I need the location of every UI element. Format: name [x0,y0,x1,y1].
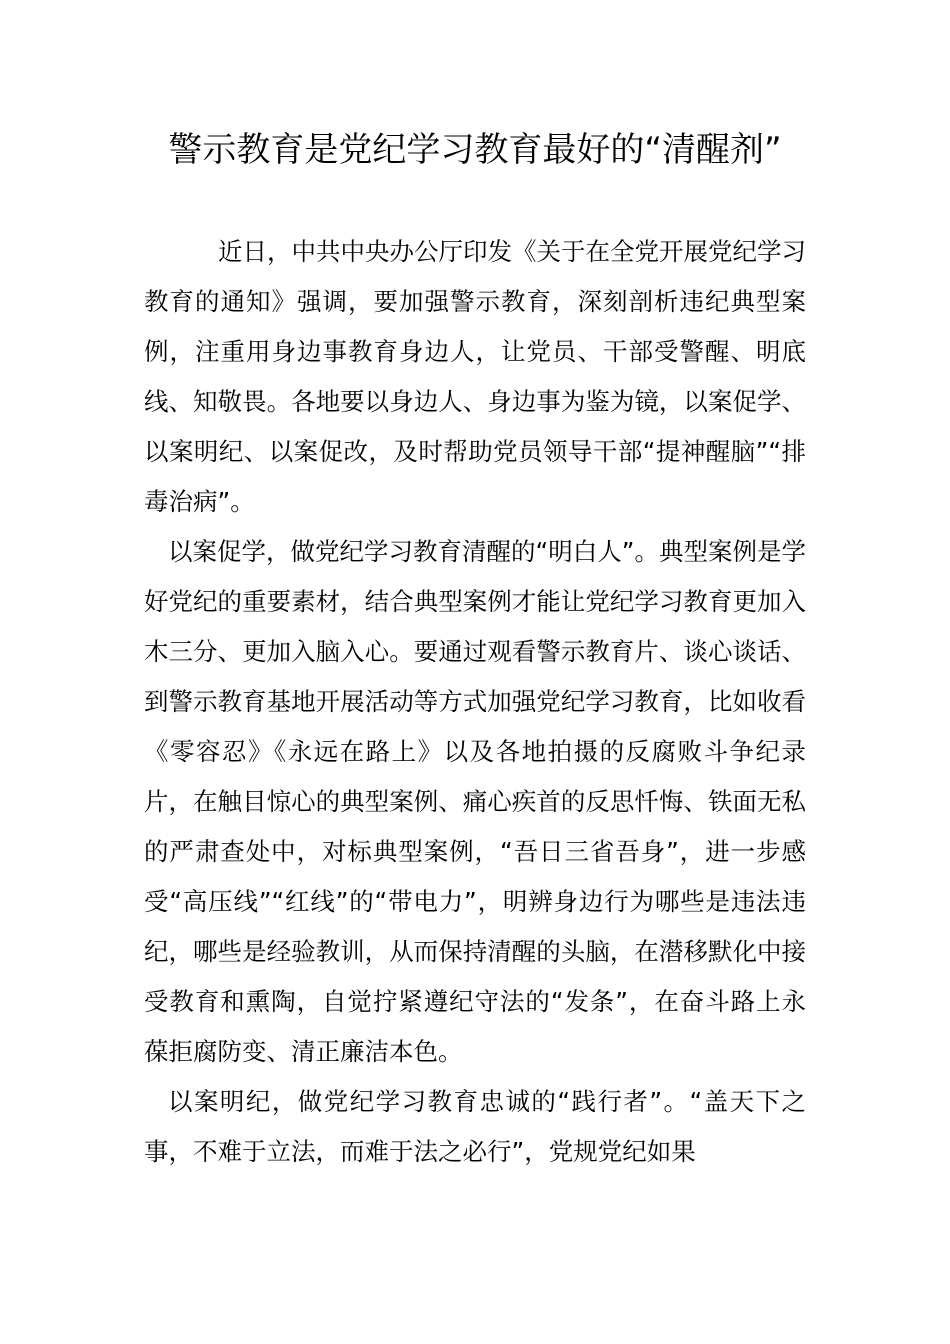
document-body [144,227,806,1177]
document-title: 警示教育是党纪学习教育最好的“清醒剂” [168,130,782,170]
paragraph-intro: 近日，中共中央办公厅印发《关于在全党开展党纪学习教育的通知》强调，要加强警示教育，深刻剖析违纪典型案例，注重用身边事教育身边人，让党员、干部受警醒、明底线、知敬畏。各地要以身边人、身边事为鉴为镜，以案促学、以案明纪、以案促改，及时帮助党员领导干部“提神醒脑”“排毒治病”。 [144,237,806,516]
paragraph-learn-by-case: 以案促学，做党纪学习教育清醒的“明白人”。典型案例是学好党纪的重要素材，结合典型案例才能让党纪学习教育更加入木三分、更加入脑入心。要通过观看警示教育片、谈心谈话、到警示教育基地开展活动等方式加强党纪学习教育，比如收看《零容忍》《永远在路上》以及各地拍摄的反腐败斗争纪录片，在触目惊心的典型案例、痛心疾首的反思忏悔、铁面无私的严肃查处中，对标典型案例，“吾日三省吾身”，进一步感受“高压线”“红线”的“带电力”，明辨身边行为哪些是违法违纪，哪些是经验教训，从而保持清醒的头脑，在潜移默化中接受教育和熏陶，自觉拧紧遵纪守法的“发条”，在奋斗路上永葆拒腐防变、清正廉洁本色。 [144,537,806,1066]
paragraph-discipline-by-case: 以案明纪，做党纪学习教育忠诚的“践行者”。“盖天下之事，不难于立法，而难于法之必行”，党规党纪如果 [144,1087,806,1166]
